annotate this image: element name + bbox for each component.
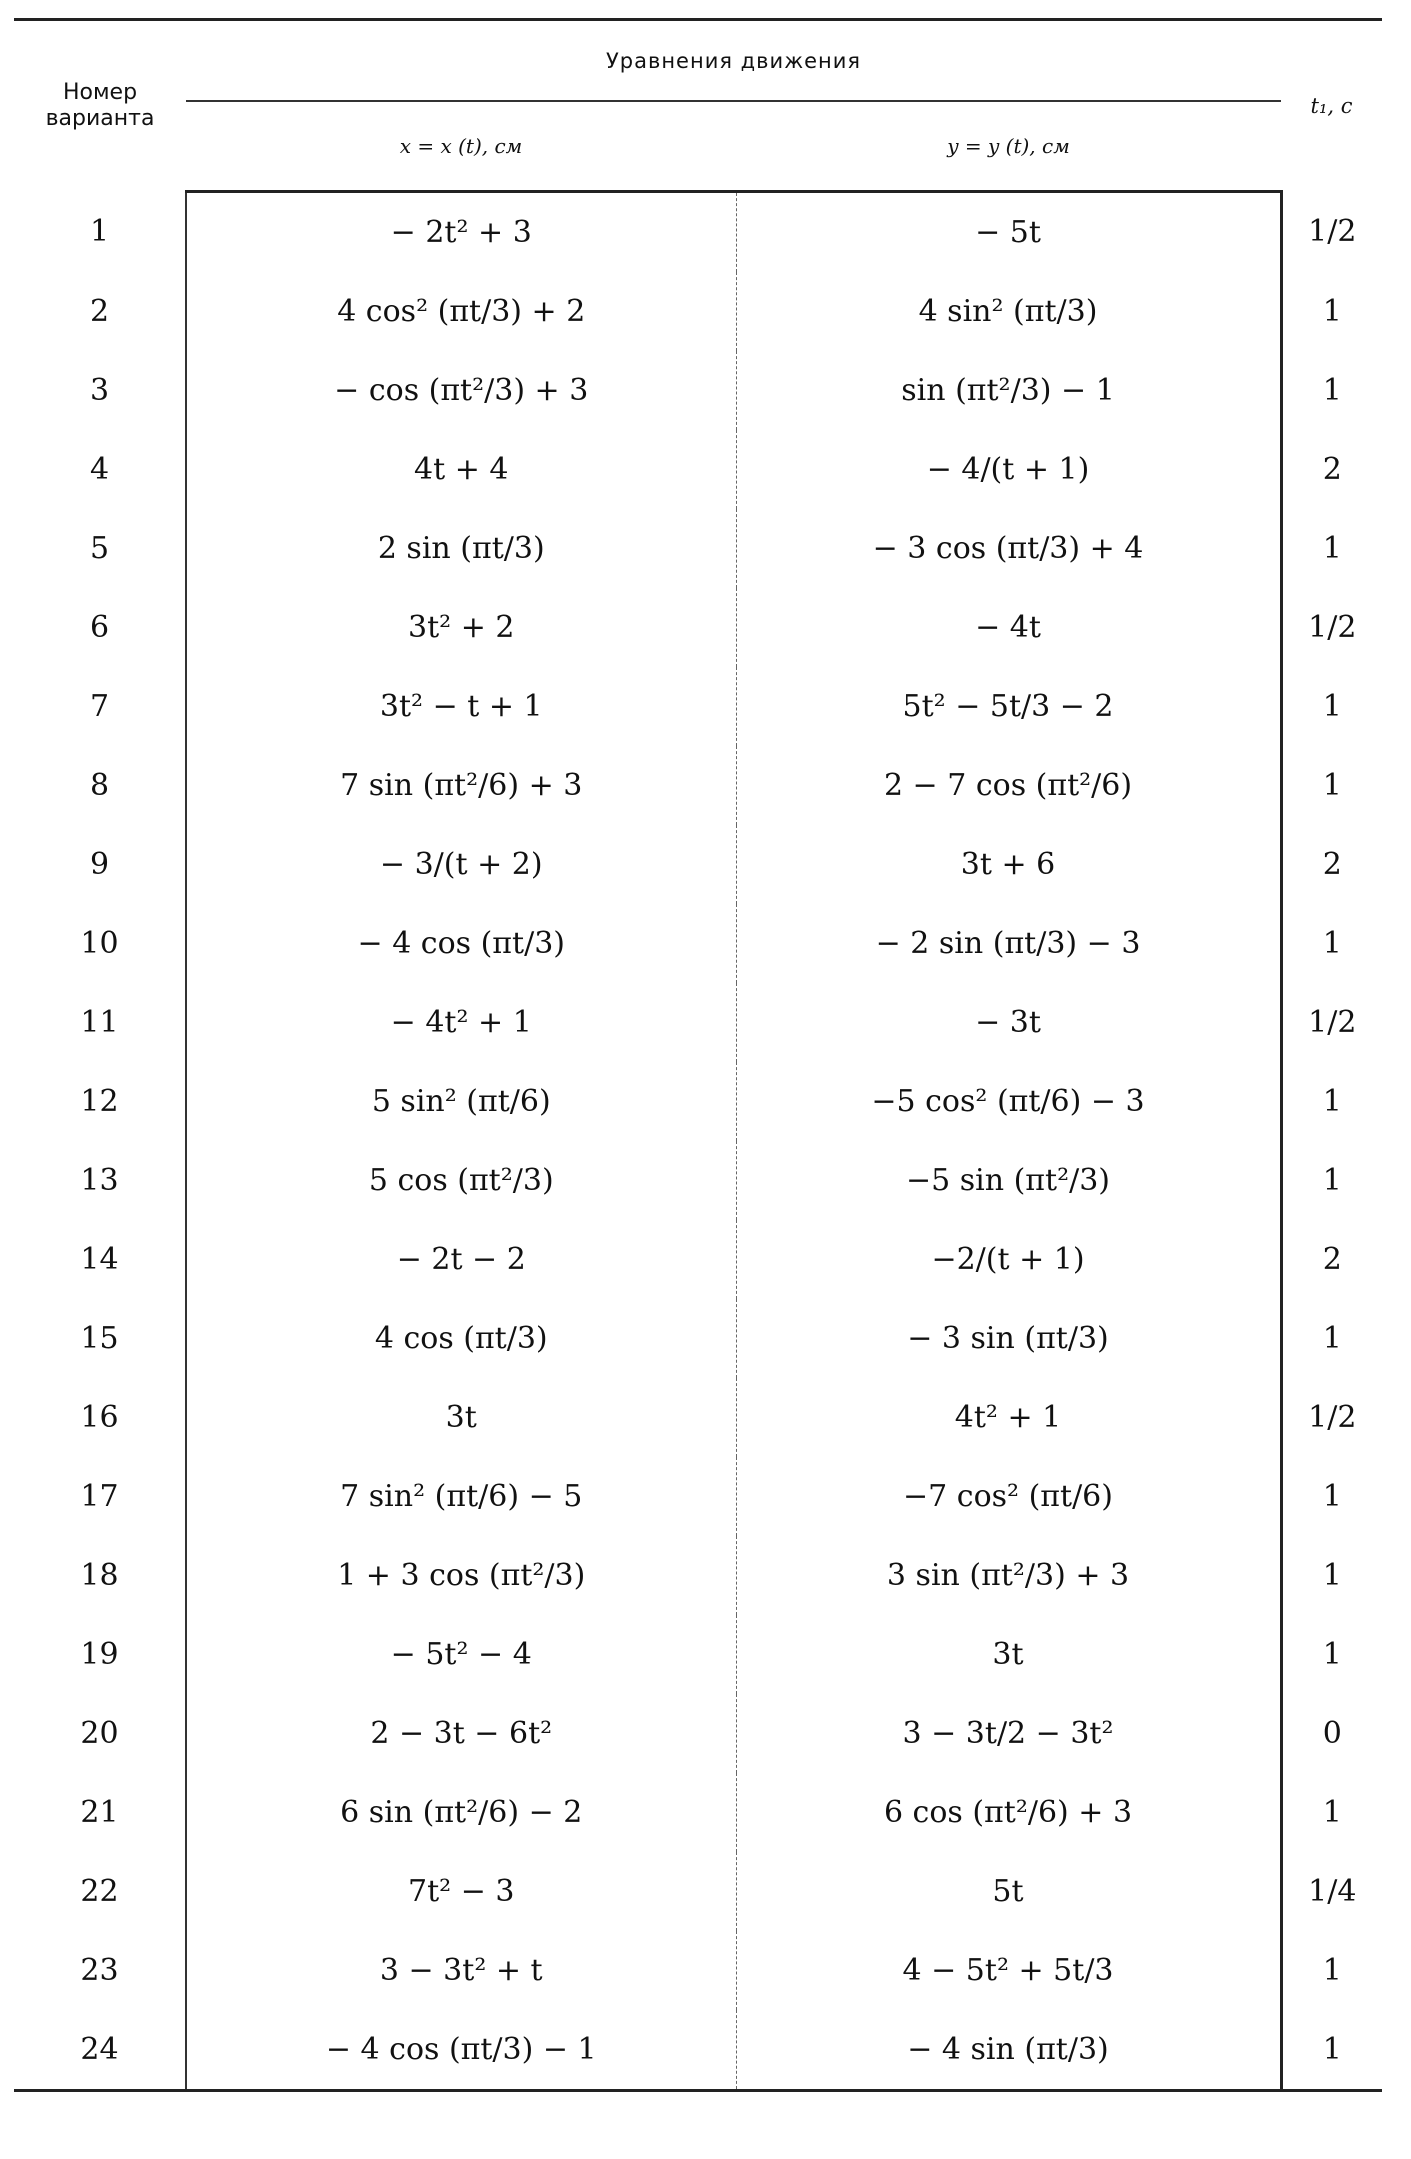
table-row [14, 509, 1382, 588]
y-equation-cell: 4 sin² (πt/3) [918, 294, 1098, 329]
variant-number-cell: 17 [14, 1457, 186, 1536]
table-row [14, 1062, 1382, 1141]
x-equation-cell: 4t + 4 [186, 430, 736, 509]
variant-number-cell: 22 [14, 1852, 186, 1931]
y-equation-cell: 2 − 7 cos (πt²/6) [883, 768, 1133, 803]
table-row [14, 746, 1382, 825]
variant-number-cell: 20 [14, 1694, 186, 1773]
header-y-equation: y = y (t), см [736, 101, 1281, 192]
y-equation-cell: 3t [992, 1637, 1024, 1672]
t1-cell: 1 [1281, 272, 1382, 351]
table-row [14, 1694, 1382, 1773]
table-row [14, 1615, 1382, 1694]
t1-cell: 2 [1281, 1220, 1382, 1299]
x-equation-cell: − 2t² + 3 [186, 192, 736, 273]
x-equation-cell: 7t² − 3 [186, 1852, 736, 1931]
x-equation-cell: − 4 cos (πt/3) − 1 [186, 2010, 736, 2091]
y-equation-cell: 6 cos (πt²/6) + 3 [883, 1795, 1133, 1830]
table-row [14, 1931, 1382, 2010]
y-equation-cell: − 2 sin (πt/3) − 3 [875, 926, 1141, 961]
t1-cell: 1/2 [1281, 588, 1382, 667]
t1-cell: 1 [1281, 746, 1382, 825]
t1-cell: 1 [1281, 2010, 1382, 2091]
variant-number-cell: 23 [14, 1931, 186, 2010]
table-row [14, 904, 1382, 983]
t1-cell: 1/2 [1281, 1378, 1382, 1457]
y-equation-cell: − 3 sin (πt/3) [907, 1321, 1109, 1356]
x-equation-cell: 4 cos (πt/3) [186, 1299, 736, 1378]
table-row [14, 1299, 1382, 1378]
table-row [14, 588, 1382, 667]
variant-number-cell: 7 [14, 667, 186, 746]
table-row [14, 1773, 1382, 1852]
variant-number-cell: 18 [14, 1536, 186, 1615]
table-row [14, 2010, 1382, 2091]
table-row [14, 1536, 1382, 1615]
y-equation-cell: 5t² − 5t/3 − 2 [902, 689, 1114, 724]
variant-number-cell: 13 [14, 1141, 186, 1220]
table-row [14, 983, 1382, 1062]
t1-cell: 1/2 [1281, 192, 1382, 273]
header-t1: t₁, с [1281, 20, 1382, 192]
variant-number-cell: 8 [14, 746, 186, 825]
variant-number-cell: 9 [14, 825, 186, 904]
table-row [14, 351, 1382, 430]
y-equation-cell: − 4/(t + 1) [926, 452, 1090, 487]
x-equation-cell: − 4t² + 1 [186, 983, 736, 1062]
t1-cell: 1 [1281, 509, 1382, 588]
t1-cell: 1 [1281, 351, 1382, 430]
t1-cell: 1/4 [1281, 1852, 1382, 1931]
t1-cell: 1 [1281, 1931, 1382, 2010]
x-equation-cell: 3t² − t + 1 [186, 667, 736, 746]
y-equation-cell: sin (πt²/3) − 1 [901, 373, 1115, 408]
x-equation-cell: 5 cos (πt²/3) [186, 1141, 736, 1220]
variant-number-cell: 4 [14, 430, 186, 509]
variant-number-cell: 10 [14, 904, 186, 983]
variant-number-cell: 1 [14, 192, 186, 273]
t1-cell: 1 [1281, 1299, 1382, 1378]
variant-number-cell: 5 [14, 509, 186, 588]
t1-cell: 0 [1281, 1694, 1382, 1773]
x-equation-cell: 2 − 3t − 6t² [186, 1694, 736, 1773]
x-equation-cell: − 2t − 2 [186, 1220, 736, 1299]
y-equation-cell: − 4 sin (πt/3) [736, 2010, 1281, 2091]
t1-cell: 1 [1281, 1457, 1382, 1536]
x-equation-cell: − 3/(t + 2) [186, 825, 736, 904]
y-equation-cell: − 4t [975, 610, 1041, 645]
t1-cell: 1 [1281, 1062, 1382, 1141]
variant-number-cell: 19 [14, 1615, 186, 1694]
table-row [14, 430, 1382, 509]
variant-number-cell: 24 [14, 2010, 186, 2091]
x-equation-cell: 6 sin (πt²/6) − 2 [186, 1773, 736, 1852]
t1-cell: 2 [1281, 430, 1382, 509]
header-equations-of-motion: Уравнения движения [186, 20, 1281, 102]
t1-cell: 1 [1281, 1141, 1382, 1220]
x-equation-cell: 3t [186, 1378, 736, 1457]
t1-cell: 1 [1281, 1773, 1382, 1852]
y-equation-cell: −7 cos² (πt/6) [903, 1479, 1113, 1514]
x-equation-cell: 2 sin (πt/3) [186, 509, 736, 588]
t1-cell: 1 [1281, 1536, 1382, 1615]
header-x-equation: x = x (t), см [186, 101, 736, 192]
y-equation-cell: −5 sin (πt²/3) [906, 1163, 1111, 1198]
y-equation-cell: 5t [992, 1874, 1024, 1909]
t1-cell: 1 [1281, 667, 1382, 746]
variant-number-cell: 14 [14, 1220, 186, 1299]
variant-number-cell: 2 [14, 272, 186, 351]
x-equation-cell: 7 sin (πt²/6) + 3 [186, 746, 736, 825]
x-equation-cell: 1 + 3 cos (πt²/3) [186, 1536, 736, 1615]
t1-cell: 1 [1281, 904, 1382, 983]
variant-number-cell: 6 [14, 588, 186, 667]
y-equation-cell: 3 sin (πt²/3) + 3 [886, 1558, 1130, 1593]
x-equation-cell: − 4 cos (πt/3) [186, 904, 736, 983]
variant-number-cell: 15 [14, 1299, 186, 1378]
x-equation-cell: 5 sin² (πt/6) [186, 1062, 736, 1141]
t1-cell: 1/2 [1281, 983, 1382, 1062]
x-equation-cell: 7 sin² (πt/6) − 5 [186, 1457, 736, 1536]
y-equation-cell: − 3t [975, 1005, 1041, 1040]
x-equation-cell: 4 cos² (πt/3) + 2 [186, 272, 736, 351]
table-row [14, 1141, 1382, 1220]
table-header [14, 20, 1382, 192]
table-row [14, 1378, 1382, 1457]
y-equation-cell: −2/(t + 1) [931, 1242, 1085, 1277]
y-equation-cell: − 5t [975, 215, 1041, 250]
x-equation-cell: 3t² + 2 [186, 588, 736, 667]
y-equation-cell: − 3 cos (πt/3) + 4 [872, 531, 1144, 566]
y-equation-cell: −5 cos² (πt/6) − 3 [871, 1084, 1145, 1119]
y-equation-cell: 4 − 5t² + 5t/3 [902, 1953, 1114, 1988]
variant-number-cell: 16 [14, 1378, 186, 1457]
t1-cell: 2 [1281, 825, 1382, 904]
table-row [14, 667, 1382, 746]
table-row [14, 1220, 1382, 1299]
x-equation-cell: 3 − 3t² + t [186, 1931, 736, 2010]
table-row [14, 825, 1382, 904]
y-equation-cell: 4t² + 1 [954, 1400, 1062, 1435]
header-variant-number-label: Номер варианта [45, 80, 155, 132]
table-row [14, 272, 1382, 351]
variant-number-cell: 3 [14, 351, 186, 430]
y-equation-cell: 3 − 3t/2 − 3t² [902, 1716, 1114, 1751]
table-row [14, 192, 1382, 273]
t1-cell: 1 [1281, 1615, 1382, 1694]
x-equation-cell: − 5t² − 4 [186, 1615, 736, 1694]
variant-number-cell: 21 [14, 1773, 186, 1852]
table-row [14, 1457, 1382, 1536]
header-variant-number [14, 20, 186, 192]
x-equation-cell: − cos (πt²/3) + 3 [186, 351, 736, 430]
y-equation-cell: 3t + 6 [960, 847, 1056, 882]
variant-number-cell: 11 [14, 983, 186, 1062]
table-body [14, 192, 1382, 2091]
table-row [14, 1852, 1382, 1931]
variant-number-cell: 12 [14, 1062, 186, 1141]
variants-table [14, 18, 1382, 2092]
